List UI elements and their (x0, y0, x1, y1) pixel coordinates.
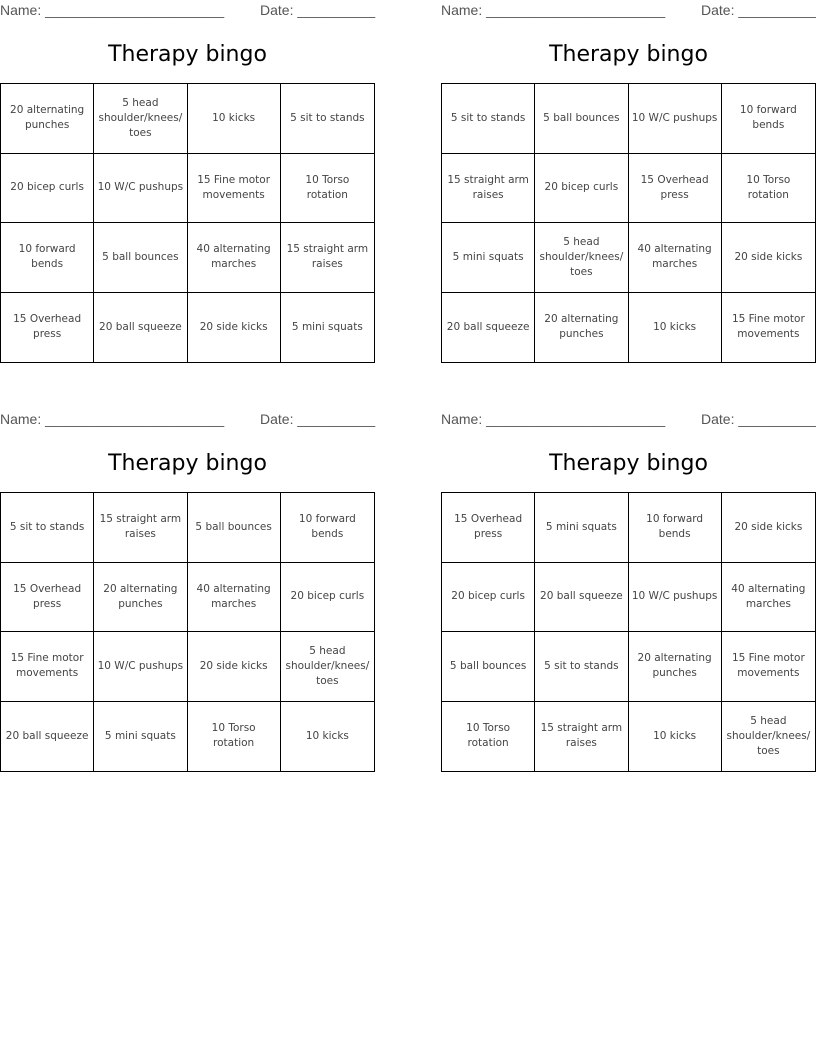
bingo-cell: 5 sit to stands (442, 84, 535, 154)
date-field-label: Date: __________ (260, 2, 376, 18)
date-field-label: Date: __________ (260, 411, 376, 427)
name-date-row (0, 411, 375, 429)
bingo-cell: 15 Overhead press (442, 493, 535, 563)
card-title: Therapy bingo (108, 42, 267, 67)
bingo-cell: 15 straight arm raises (94, 493, 187, 563)
bingo-cell: 15 straight arm raises (535, 702, 628, 772)
name-field-label: Name: _______________________ (441, 2, 666, 18)
bingo-cell: 20 alternating punches (535, 293, 628, 363)
bingo-cell: 15 straight arm raises (442, 154, 535, 224)
bingo-cell: 10 forward bends (722, 84, 815, 154)
bingo-cell: 20 side kicks (722, 493, 815, 563)
bingo-grid (0, 83, 375, 363)
bingo-grid (0, 492, 375, 772)
card-title: Therapy bingo (549, 451, 708, 476)
bingo-cell: 5 sit to stands (281, 84, 374, 154)
bingo-cell: 20 alternating punches (629, 632, 722, 702)
bingo-card (441, 409, 816, 773)
bingo-cell: 10 kicks (629, 702, 722, 772)
bingo-cell: 10 Torso rotation (188, 702, 281, 772)
name-date-row (441, 2, 816, 20)
bingo-cell: 40 alternating marches (188, 223, 281, 293)
bingo-cell: 5 sit to stands (1, 493, 94, 563)
bingo-cell: 10 forward bends (629, 493, 722, 563)
bingo-cell: 5 ball bounces (188, 493, 281, 563)
bingo-cell: 10 forward bends (1, 223, 94, 293)
bingo-cell: 10 W/C pushups (629, 563, 722, 633)
bingo-cell: 20 ball squeeze (1, 702, 94, 772)
bingo-cell: 20 alternating punches (1, 84, 94, 154)
bingo-cell: 15 Fine motor movements (722, 632, 815, 702)
bingo-cell: 20 side kicks (188, 293, 281, 363)
bingo-cell: 5 mini squats (535, 493, 628, 563)
bingo-cell: 10 Torso rotation (281, 154, 374, 224)
bingo-cell: 5 head shoulder/knees/ toes (535, 223, 628, 293)
bingo-cell: 15 Overhead press (1, 563, 94, 633)
name-field-label: Name: _______________________ (441, 411, 666, 427)
date-field-label: Date: __________ (701, 411, 816, 427)
bingo-cell: 20 alternating punches (94, 563, 187, 633)
bingo-cell: 10 Torso rotation (722, 154, 815, 224)
name-field-label: Name: _______________________ (0, 411, 225, 427)
bingo-cell: 15 Overhead press (629, 154, 722, 224)
bingo-cell: 20 side kicks (188, 632, 281, 702)
bingo-cell: 20 side kicks (722, 223, 815, 293)
bingo-grid (441, 492, 816, 772)
bingo-cell: 5 sit to stands (535, 632, 628, 702)
bingo-cell: 40 alternating marches (629, 223, 722, 293)
bingo-cell: 5 head shoulder/knees/ toes (94, 84, 187, 154)
bingo-cell: 5 ball bounces (442, 632, 535, 702)
bingo-cell: 20 bicep curls (1, 154, 94, 224)
name-date-row (0, 2, 375, 20)
bingo-cell: 10 W/C pushups (94, 154, 187, 224)
bingo-cell: 10 kicks (305, 729, 349, 742)
bingo-cell: 20 ball squeeze (442, 293, 535, 363)
bingo-card (441, 0, 816, 364)
bingo-cell: 5 ball bounces (94, 223, 187, 293)
bingo-cell: 10 W/C pushups (94, 632, 187, 702)
bingo-cell: 5 mini squats (291, 320, 363, 333)
bingo-cell: 5 head shoulder/knees/ toes (726, 714, 811, 757)
card-title: Therapy bingo (108, 451, 267, 476)
bingo-cell: 5 ball bounces (535, 84, 628, 154)
bingo-cell: 20 bicep curls (535, 154, 628, 224)
bingo-cell: 10 forward bends (281, 493, 374, 563)
name-field-label: Name: _______________________ (0, 2, 225, 18)
bingo-cell: 20 ball squeeze (94, 293, 187, 363)
bingo-cell: 15 Overhead press (1, 293, 94, 363)
bingo-cell: 40 alternating marches (188, 563, 281, 633)
bingo-cell: 5 mini squats (94, 702, 187, 772)
bingo-cell: 10 W/C pushups (629, 84, 722, 154)
bingo-cell: 5 head shoulder/knees/ toes (281, 632, 374, 702)
card-title: Therapy bingo (549, 42, 708, 67)
bingo-cell: 10 kicks (629, 293, 722, 363)
bingo-cell: 20 ball squeeze (535, 563, 628, 633)
bingo-cell: 15 Fine motor movements (731, 313, 805, 341)
bingo-cell: 10 kicks (188, 84, 281, 154)
bingo-card (0, 0, 375, 364)
name-date-row (441, 411, 816, 429)
bingo-cell: 10 Torso rotation (442, 702, 535, 772)
bingo-cell: 15 Fine motor movements (188, 154, 281, 224)
bingo-card (0, 409, 375, 773)
bingo-cell: 15 straight arm raises (281, 223, 374, 293)
bingo-cell: 5 mini squats (442, 223, 535, 293)
bingo-cell: 20 bicep curls (281, 563, 374, 633)
bingo-grid (441, 83, 816, 363)
bingo-cell: 15 Fine motor movements (1, 632, 94, 702)
bingo-cell: 20 bicep curls (442, 563, 535, 633)
bingo-cell: 40 alternating marches (722, 563, 815, 633)
date-field-label: Date: __________ (701, 2, 816, 18)
